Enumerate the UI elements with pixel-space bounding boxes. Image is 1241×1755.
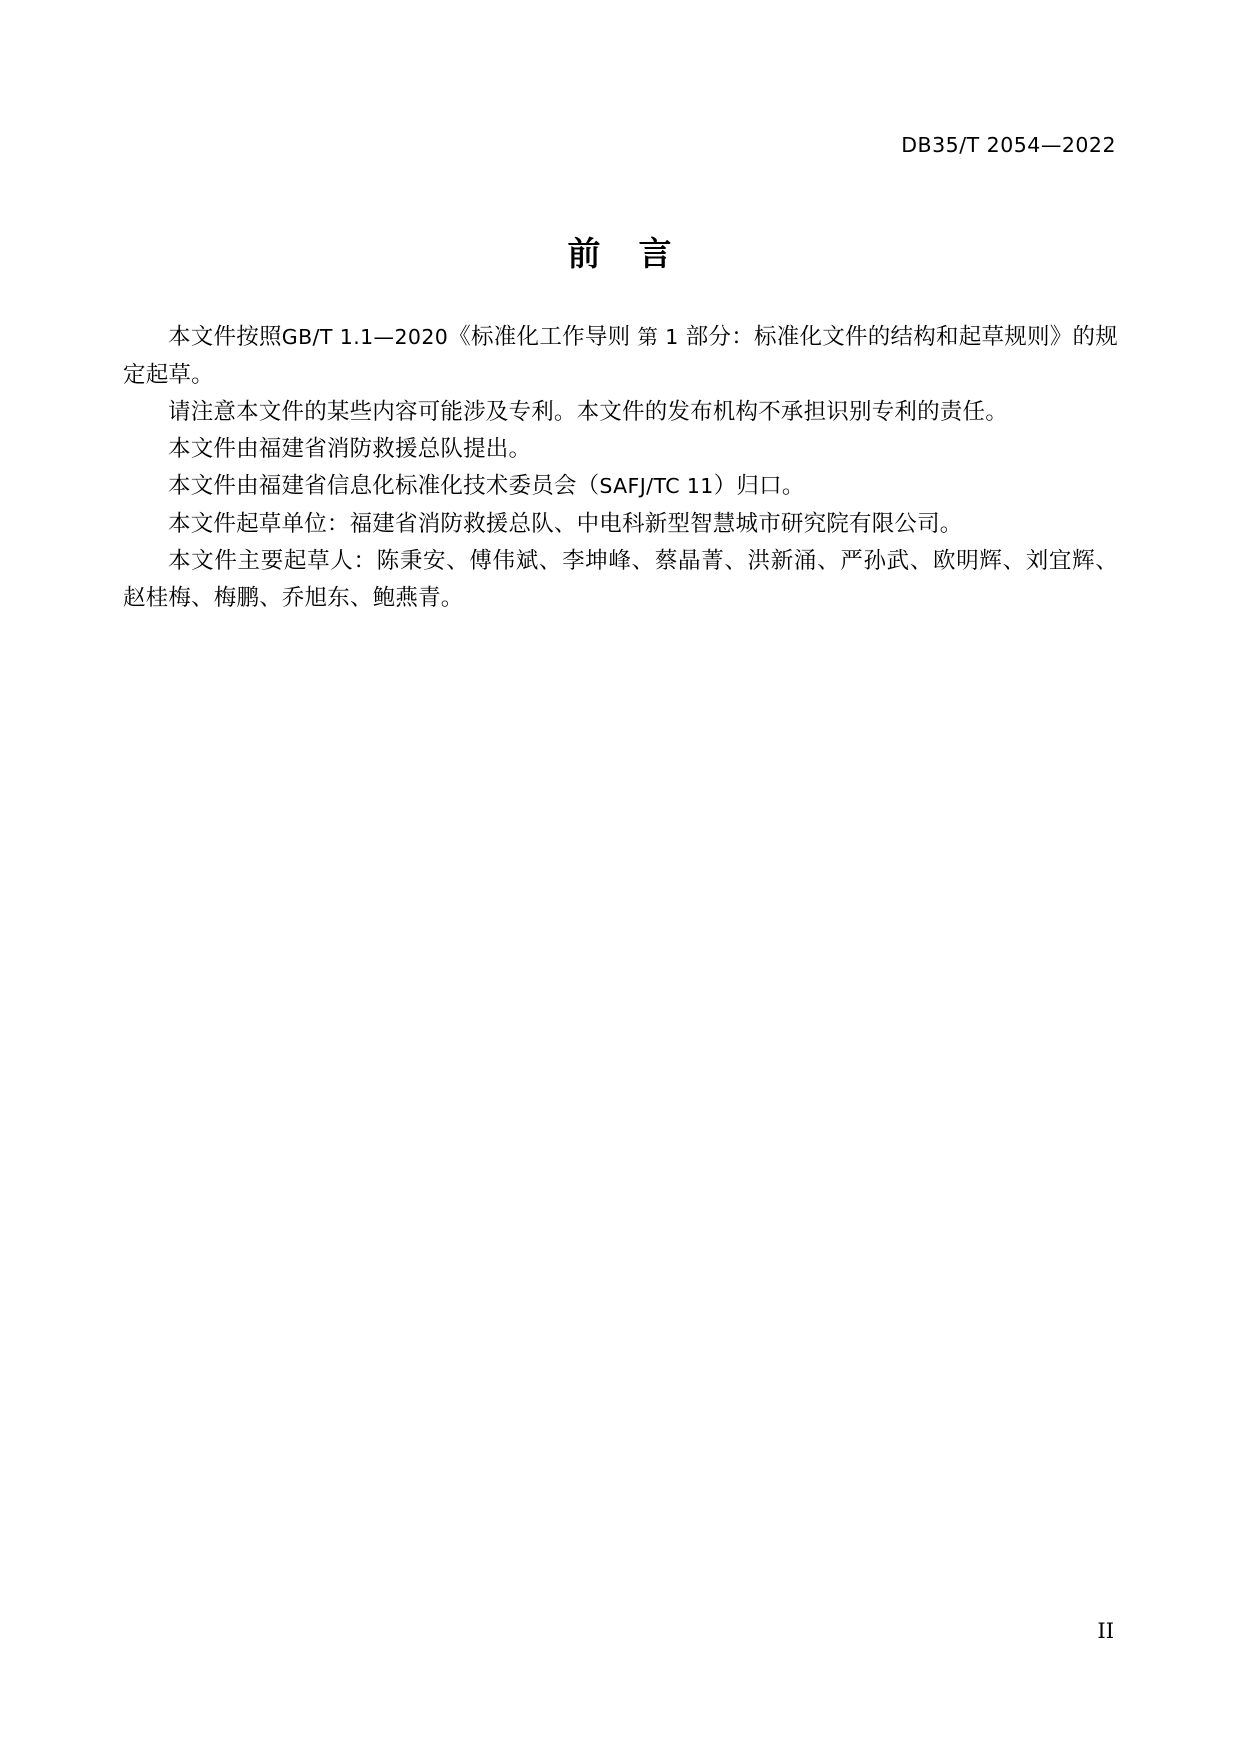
- foreword-paragraph: [123, 467, 1118, 505]
- foreword-body: [123, 318, 1118, 616]
- foreword-paragraph: [123, 542, 1118, 616]
- paragraph-text-run: 请注意本文件的某些内容可能涉及专利。本文件的发布机构不承担识别专利的责任。: [168, 399, 1008, 424]
- paragraph-text-run: 本文件按照: [168, 324, 282, 349]
- page-title: [0, 228, 1241, 275]
- paragraph-text-run: 本文件由福建省消防救援总队提出。: [168, 436, 532, 461]
- paragraph-text-run: 本文件起草单位：福建省消防救援总队、中电科新型智慧城市研究院有限公司。: [168, 511, 963, 536]
- paragraph-text-run: 《标准化工作导则: [448, 324, 631, 349]
- paragraph-text-run: 部分：标准化文件的结构和起草规则》的规定起草。: [123, 324, 1119, 387]
- paragraph-text-run: 本文件由福建省信息化标准化技术委员会（: [168, 473, 600, 498]
- page-title-left: 前: [567, 234, 603, 273]
- paragraph-latin-run: SAFJ/TC 11: [599, 474, 714, 498]
- foreword-paragraph: [123, 505, 1118, 542]
- paragraph-text-run: 本文件主要起草人：陈秉安、傅伟斌、李坤峰、蔡晶菁、洪新涌、严孙武、欧明辉、刘宜辉、赵桂梅、梅鹏、乔旭东、鲍燕青。: [123, 548, 1118, 610]
- paragraph-latin-run: GB/T 1.1—2020: [281, 325, 449, 349]
- page-title-right: 言: [638, 234, 674, 273]
- foreword-paragraph: [123, 393, 1118, 430]
- footer-page-number: II: [1097, 1619, 1114, 1643]
- paragraph-latin-run: 第 1: [630, 325, 686, 349]
- paragraph-text-run: ）归口。: [713, 473, 805, 498]
- header-standard-number: DB35/T 2054—2022: [901, 133, 1116, 157]
- foreword-paragraph: [123, 318, 1118, 393]
- foreword-paragraph: [123, 430, 1118, 467]
